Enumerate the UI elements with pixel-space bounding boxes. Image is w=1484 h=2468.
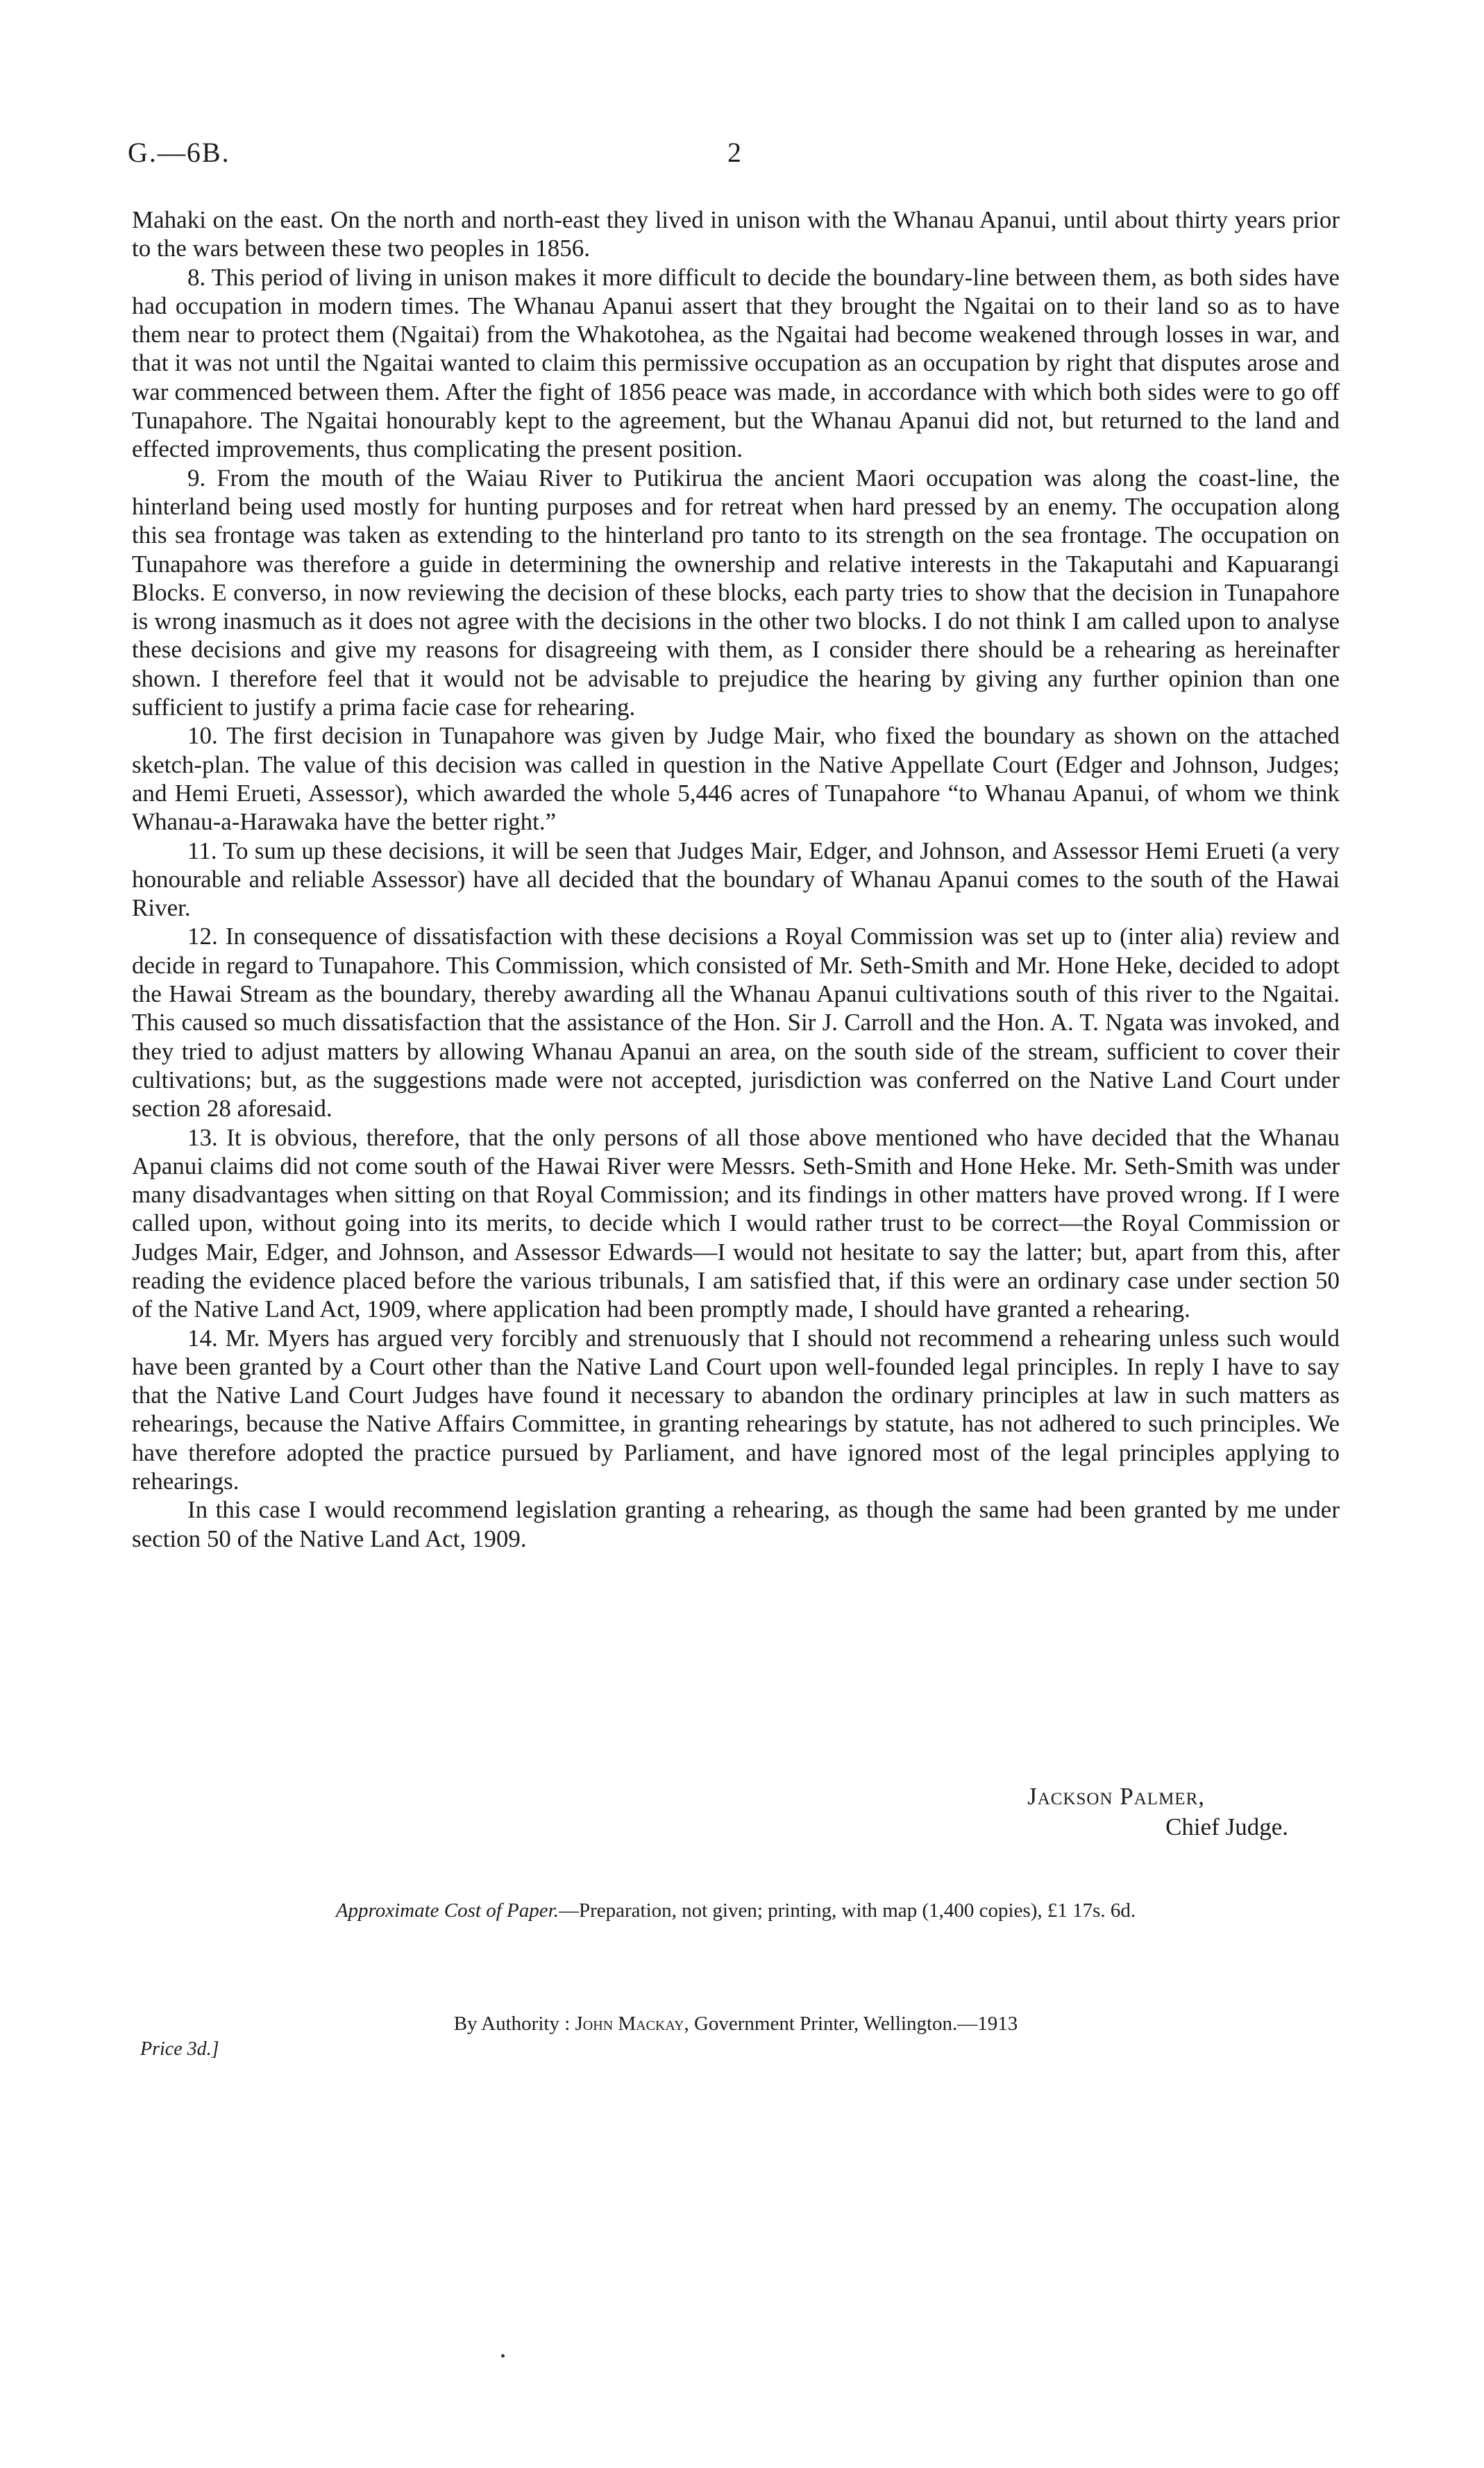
- authority-prefix: By Authority :: [453, 2013, 571, 2035]
- price-note: Price 3d.]: [140, 2038, 219, 2060]
- printing-authority: [132, 2013, 1340, 2035]
- printer-name: John Mackay,: [575, 2013, 689, 2035]
- print-speck: [501, 2354, 505, 2358]
- document-reference: G.—6B.: [128, 137, 230, 168]
- body-text: [132, 205, 1340, 1553]
- page-number: 2: [727, 137, 741, 168]
- paragraph-10: 10. The first decision in Tunapahore was given by Judge Mair, who fixed the boundary as shown on the attached sketch-plan. The value of this decision was called in question in the Native Appellate Court (Edger and Johnson, Judges; and Hemi Erueti, Assessor), which awarded the whole 5,446 acres of Tunapahore “to Whanau Apanui, of whom we think Whanau-a-Harawaka have the better right.”: [132, 722, 1340, 836]
- signatory-name: Jackson Palmer,: [1027, 1783, 1205, 1810]
- signature-block: [872, 1781, 1288, 1842]
- paragraph-7-continued: Mahaki on the east. On the north and north-east they lived in unison with the Whanau Apanui, until about thirty years prior to the wars between these two peoples in 1856.: [132, 206, 1340, 262]
- paragraph-14: 14. Mr. Myers has argued very forcibly and strenuously that I should not recommend a rehearing unless such would have been granted by a Court other than the Native Land Court upon well-founded legal principles. In reply I have to say that the Native Land Court Judges have found it necessary to abandon the ordinary principles at law in such matters as rehearings, because the Native Affairs Committee, in granting rehearings by statute, has not adhered to such principles. We have therefore adopted the practice pursued by Parliament, and have ignored most of the legal principles applying to rehearings.: [132, 1324, 1340, 1495]
- cost-of-paper: [132, 1899, 1340, 1922]
- cost-details: —Preparation, not given; printing, with map (1,400 copies), £1 17s. 6d.: [558, 1899, 1136, 1922]
- paragraph-9: 9. From the mouth of the Waiau River to Putikirua the ancient Maori occupation was along the coast-line, the hinterland being used mostly for hunting purposes and for retreat when hard pressed by an enemy. The occupation along this sea frontage was taken as extending to the hinterland pro tanto to its strength on the sea frontage. The occupation on Tunapahore was therefore a guide in determining the ownership and relative interests in the Takaputahi and Kapuarangi Blocks. E converso, in now reviewing the decision of these blocks, each party tries to show that the decision in Tunapahore is wrong inasmuch as it does not agree with the decisions in the other two blocks. I do not think I am called upon to analyse these decisions and give my reasons for disagreeing with them, as I consider there should be a rehearing as hereinafter shown. I therefore feel that it would not be advisable to prejudice the hearing by giving any further opinion than one sufficient to justify a prima facie case for rehearing.: [132, 464, 1340, 721]
- signatory-title: Chief Judge.: [1165, 1813, 1288, 1840]
- paragraph-8: 8. This period of living in unison makes it more difficult to decide the boundary-line between them, as both sides have had occupation in modern times. The Whanau Apanui assert that they brought the Ngaitai on to their land so as to have them near to protect them (Ngaitai) from the Whakotohea, as the Ngaitai had become weakened through losses in war, and that it was not until the Ngaitai wanted to claim this permissive occupation as an occupation by right that disputes arose and war commenced between them. After the fight of 1856 peace was made, in accordance with which both sides were to go off Tunapahore. The Ngaitai honourably kept to the agreement, but the Whanau Apanui did not, but returned to the land and effected improvements, thus complicating the present position.: [132, 263, 1340, 463]
- paragraph-recommendation: In this case I would recommend legislation granting a rehearing, as though the same had been granted by me under section 50 of the Native Land Act, 1909.: [132, 1496, 1340, 1552]
- cost-label: Approximate Cost of Paper.: [335, 1899, 559, 1922]
- authority-suffix: Government Printer, Wellington.—1913: [693, 2013, 1018, 2035]
- page-header: [128, 136, 1356, 171]
- paragraph-12: 12. In consequence of dissatisfaction with these decisions a Royal Commission was set up to (inter alia) review and decide in regard to Tunapahore. This Commission, which consisted of Mr. Seth-Smith and Mr. Hone Heke, decided to adopt the Hawai Stream as the boundary, thereby awarding all the Whanau Apanui cultivations south of this river to the Ngaitai. This caused so much dissatisfaction that the assistance of the Hon. Sir J. Carroll and the Hon. A. T. Ngata was invoked, and they tried to adjust matters by allowing Whanau Apanui an area, on the south side of the stream, sufficient to cover their cultivations; but, as the suggestions made were not accepted, jurisdiction was conferred on the Native Land Court under section 28 aforesaid.: [132, 923, 1340, 1123]
- paragraph-13: 13. It is obvious, therefore, that the only persons of all those above mentioned who have decided that the Whanau Apanui claims did not come south of the Hawai River were Messrs. Seth-Smith and Hone Heke. Mr. Seth-Smith was under many disadvantages when sitting on that Royal Commission; and its findings in other matters have proved wrong. If I were called upon, without going into its merits, to decide which I would rather trust to be correct—the Royal Commission or Judges Mair, Edger, and Johnson, and Assessor Edwards—I would not hesitate to say the latter; but, apart from this, after reading the evidence placed before the various tribunals, I am satisfied that, if this were an ordinary case under section 50 of the Native Land Act, 1909, where application had been promptly made, I should have granted a rehearing.: [132, 1123, 1340, 1323]
- paragraph-11: 11. To sum up these decisions, it will be seen that Judges Mair, Edger, and Johnson, and Assessor Hemi Erueti (a very honourable and reliable Assessor) have all decided that the boundary of Whanau Apanui comes to the south of the Hawai River.: [132, 837, 1340, 922]
